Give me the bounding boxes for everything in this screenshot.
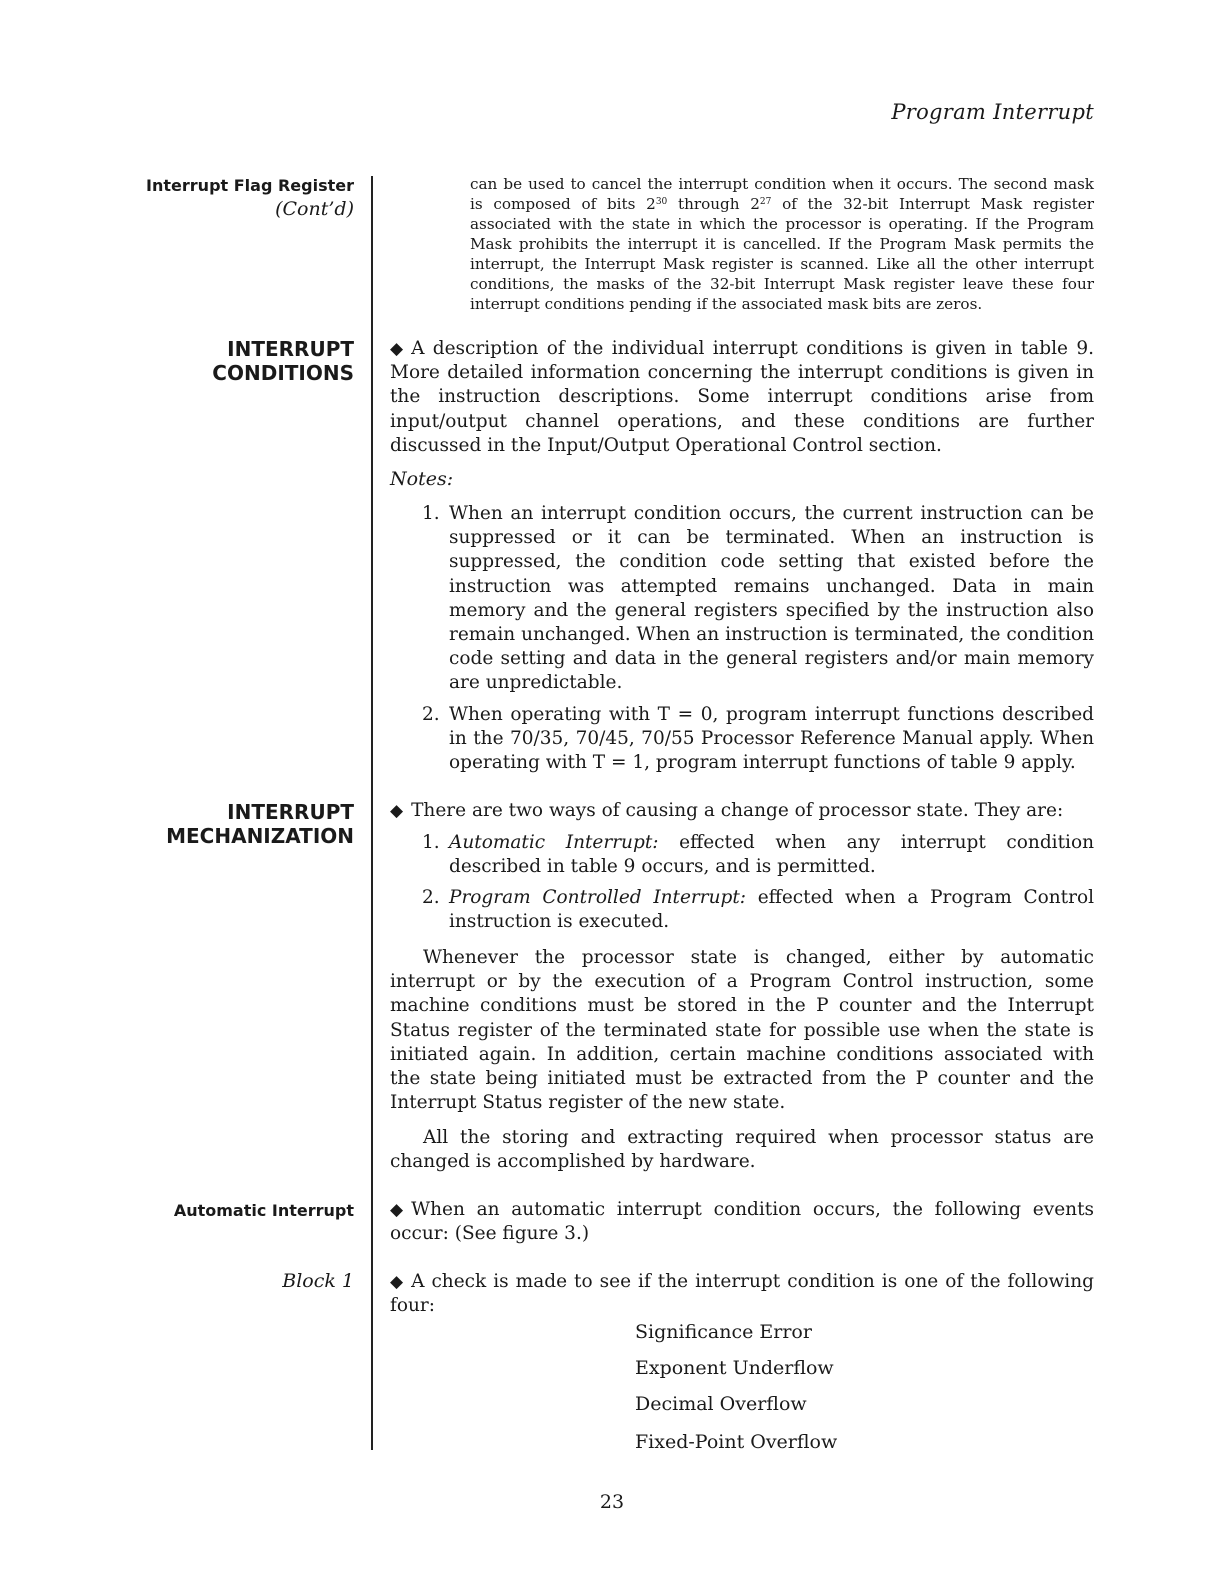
text-run: of the 32-bit Interrupt Mask register associated with the state in which the processor is operating. If the Program Mask prohibits the interrupt it is cancelled. If the Program Mask permits the interrupt, the Interrupt Mask register is scanned. Like all the other interrupt conditions, the masks of the 32-bit Interrupt Mask register leave these four interrupt conditions pending if the associated mask bits are zeros. xyxy=(470,195,1094,313)
text-run: through 2 xyxy=(667,195,760,213)
exponent: 27 xyxy=(759,197,772,207)
item-number: 1. xyxy=(422,503,440,524)
automatic-interrupt-text xyxy=(390,1198,1094,1246)
margin-rule xyxy=(371,176,373,1450)
mechanization-intro xyxy=(390,799,1094,823)
mechanization-paragraph-1: Whenever the processor state is changed, either by automatic interrupt or by the execution of a Program Control instruction, some machine conditions must be stored in the P counter and the Interrupt Status register of the terminated state for possible use when the state is initiated again. In addition, certain machine conditions associated with the state being initiated must be extracted from the P counter and the Interrupt Status register of the new state. xyxy=(390,947,1094,1114)
heading-line: MECHANIZATION xyxy=(166,824,354,848)
block-1-text xyxy=(390,1270,1094,1318)
interrupt-conditions-intro xyxy=(390,337,1094,458)
paragraph-text: A check is made to see if the interrupt condition is one of the following four: xyxy=(390,1271,1094,1317)
diamond-bullet-icon: ◆ xyxy=(390,801,404,821)
list-item xyxy=(422,831,1094,879)
heading-line: INTERRUPT xyxy=(227,337,354,361)
item-term: Program Controlled Interrupt: xyxy=(449,887,747,908)
diamond-bullet-icon: ◆ xyxy=(390,1200,404,1220)
notes-list xyxy=(422,703,1094,776)
list-item xyxy=(422,886,1094,934)
condition-item: Decimal Overflow xyxy=(635,1393,807,1415)
diamond-bullet-icon: ◆ xyxy=(390,339,404,359)
item-text: effected when a Program Control instruction is executed. xyxy=(449,887,1094,933)
running-header: Program Interrupt xyxy=(891,100,1094,124)
condition-item: Significance Error xyxy=(635,1321,812,1343)
item-text: When operating with T = 0, program interrupt functions described in the 70/35, 70/45, 70/55 Processor Reference Manual apply. When operating with T = 1, program interrupt functions of table 9 apply. xyxy=(449,704,1094,774)
paragraph-text: A description of the individual interrupt conditions is given in table 9. More detailed information concerning the interrupt conditions is given in the instruction descriptions. Some interrupt conditions arise from input/output channel operations, and these conditions are further discussed in the Input/Output Operational Control section. xyxy=(390,338,1094,456)
item-number: 2. xyxy=(422,887,440,908)
text-run: can be used to cancel the interrupt condition when it occurs. The second mask is composed of bits 2 xyxy=(470,175,1094,213)
condition-item: Fixed-Point Overflow xyxy=(635,1431,838,1453)
mechanization-paragraph-2: All the storing and extracting required when processor status are changed is accomplished by hardware. xyxy=(390,1127,1094,1173)
item-term: Automatic Interrupt: xyxy=(449,832,659,853)
item-text: When an interrupt condition occurs, the current instruction can be suppressed or it can be terminated. When an instruction is suppressed, the condition code setting that existed before the instruction was attempted remains unchanged. Data in main memory and the general registers specified by the instruction also remain unchanged. When an instruction is terminated, the condition code setting and data in the general registers and/or main memory are unpredictable. xyxy=(449,503,1094,694)
notes-list xyxy=(422,502,1094,696)
sidebar-heading-automatic-interrupt: Automatic Interrupt xyxy=(173,1201,354,1220)
paragraph-text: There are two ways of causing a change of processor state. They are: xyxy=(411,800,1064,821)
ways-list xyxy=(422,831,1094,879)
ways-list xyxy=(422,886,1094,934)
heading-line: CONDITIONS xyxy=(212,361,354,385)
item-number: 1. xyxy=(422,832,440,853)
flag-register-continuation xyxy=(470,174,1094,314)
item-text: effected when any interrupt condition described in table 9 occurs, and is permitted. xyxy=(449,832,1094,878)
sidebar-heading-interrupt-mechanization xyxy=(166,800,354,848)
page-number: 23 xyxy=(599,1491,625,1513)
list-item xyxy=(422,502,1094,696)
sidebar-heading-interrupt-conditions xyxy=(212,337,354,385)
list-item xyxy=(422,703,1094,776)
diamond-bullet-icon: ◆ xyxy=(390,1272,404,1292)
notes-label: Notes: xyxy=(390,468,454,490)
condition-item: Exponent Underflow xyxy=(635,1357,834,1379)
sidebar-heading-block-1: Block 1 xyxy=(282,1270,354,1292)
heading-line: INTERRUPT xyxy=(227,800,354,824)
sidebar-heading-contd: (Cont’d) xyxy=(275,198,354,220)
item-number: 2. xyxy=(422,704,440,725)
paragraph-text: When an automatic interrupt condition occurs, the following events occur: (See figure 3.) xyxy=(390,1199,1094,1245)
sidebar-heading-flag-register: Interrupt Flag Register xyxy=(146,176,354,195)
exponent: 30 xyxy=(655,197,668,207)
